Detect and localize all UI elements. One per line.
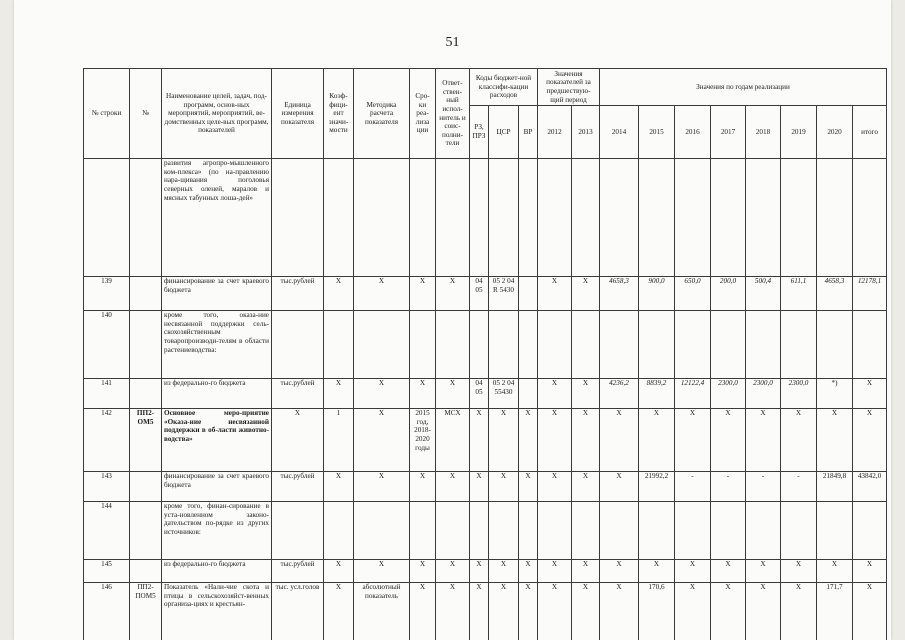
cell-2016: - [675,472,711,502]
cell-2019: Х [781,560,817,583]
cell-csr: 05 2 04 R 5430 [489,277,519,311]
cell-number [130,560,162,583]
cell-2013: Х [572,472,600,502]
cell-vr [519,502,538,560]
cell-method: Х [354,379,410,409]
cell-responsible [436,159,470,277]
cell-row-number [84,159,130,277]
cell-responsible: Х [436,583,470,640]
cell-2015: Х [639,560,675,583]
cell-2020 [817,502,853,560]
cell-number: ПП2-ОМ5 [130,409,162,472]
cell-2012: Х [538,560,572,583]
cell-coefficient: Х [324,583,354,640]
header-rz: РЗ, ПРЗ [470,106,489,159]
cell-total [853,502,887,560]
cell-vr [519,277,538,311]
cell-row-number: 140 [84,311,130,379]
cell-2012: Х [538,409,572,472]
cell-2017: 2300,0 [711,379,746,409]
cell-csr: Х [489,409,519,472]
cell-name: кроме того, оказа-ние несвязанной поддержки сель-скохозяйственным товаропроизводи-телям в области растениеводства: [162,311,272,379]
cell-2020: *) [817,379,853,409]
cell-unit [272,502,324,560]
cell-term: Х [410,583,436,640]
cell-2016: Х [675,409,711,472]
cell-2017: 200,0 [711,277,746,311]
cell-2015 [639,159,675,277]
cell-row-number: 142 [84,409,130,472]
cell-2017: Х [711,560,746,583]
cell-total: Х [853,379,887,409]
cell-row-number: 141 [84,379,130,409]
cell-term: Х [410,560,436,583]
cell-2015: 170,6 [639,583,675,640]
cell-2017 [711,159,746,277]
cell-2013: Х [572,409,600,472]
cell-rz: 04 05 [470,277,489,311]
cell-row-number: 143 [84,472,130,502]
cell-2015: 8839,2 [639,379,675,409]
cell-2013 [572,311,600,379]
cell-rz: Х [470,560,489,583]
cell-total [853,159,887,277]
cell-2015 [639,311,675,379]
header-year-2018: 2018 [746,106,781,159]
cell-rz [470,311,489,379]
cell-unit: тыс.рублей [272,560,324,583]
cell-responsible: МСХ [436,409,470,472]
cell-total: 43842,0 [853,472,887,502]
table-row [84,472,887,502]
cell-total: 12178,1 [853,277,887,311]
cell-unit: тыс. усл.голов [272,583,324,640]
cell-name: Основное меро-приятие «Оказа-ние несвязанной поддержки в об-ласти животно-водства» [162,409,272,472]
header-term: Сро-ки реа-лиза ции [410,69,436,159]
cell-method: Х [354,472,410,502]
cell-2012: Х [538,379,572,409]
cell-term [410,502,436,560]
cell-2013: Х [572,560,600,583]
cell-2020: 4658,3 [817,277,853,311]
cell-method: абсолютный показатель [354,583,410,640]
cell-2019: 2300,0 [781,379,817,409]
cell-name: финансирование за счет краевого бюджета [162,277,272,311]
cell-method: Х [354,277,410,311]
cell-2014: Х [600,472,639,502]
cell-coefficient: Х [324,560,354,583]
cell-term: Х [410,472,436,502]
table-row [84,277,887,311]
cell-2019: Х [781,583,817,640]
table-row [84,409,887,472]
cell-coefficient [324,159,354,277]
table-row [84,379,887,409]
cell-rz: 04 05 [470,379,489,409]
cell-2012: Х [538,583,572,640]
cell-2013: Х [572,379,600,409]
cell-2016 [675,311,711,379]
cell-2018: Х [746,560,781,583]
cell-name: из федерально-го бюджета [162,379,272,409]
cell-name: финансирование за счет краевого бюджета [162,472,272,502]
cell-method [354,502,410,560]
cell-row-number: 144 [84,502,130,560]
cell-2014 [600,311,639,379]
header-year-2016: 2016 [675,106,711,159]
cell-unit [272,311,324,379]
cell-number [130,277,162,311]
cell-2013: Х [572,583,600,640]
cell-2016 [675,502,711,560]
cell-2018: 2300,0 [746,379,781,409]
cell-unit: Х [272,409,324,472]
header-method: Методика расчета показателя [354,69,410,159]
cell-2012 [538,502,572,560]
cell-method: Х [354,409,410,472]
cell-2014 [600,159,639,277]
cell-coefficient: Х [324,472,354,502]
table-row [84,502,887,560]
cell-2015: 900,0 [639,277,675,311]
cell-term: Х [410,379,436,409]
cell-2013 [572,159,600,277]
cell-2016: Х [675,560,711,583]
cell-2019: 611,1 [781,277,817,311]
cell-2019 [781,311,817,379]
cell-term: 2015 год, 2018-2020 годы [410,409,436,472]
cell-csr: Х [489,472,519,502]
cell-rz: Х [470,583,489,640]
cell-csr [489,502,519,560]
table-row [84,583,887,640]
cell-2016: 650,0 [675,277,711,311]
cell-unit: тыс.рублей [272,379,324,409]
cell-total: Х [853,583,887,640]
cell-number [130,502,162,560]
cell-vr: Х [519,583,538,640]
cell-number [130,379,162,409]
cell-name: развития агропро-мышленного ком-плекса» (по на-правлению нара-щивания поголовья северных оленей, маралов и мясных табунных лоша-дей» [162,159,272,277]
cell-2019: - [781,472,817,502]
cell-total [853,311,887,379]
cell-responsible: Х [436,472,470,502]
table-row [84,311,887,379]
table-row [84,159,887,277]
header-row-number: № строки [84,69,130,159]
cell-responsible [436,502,470,560]
cell-vr: Х [519,409,538,472]
cell-rz [470,159,489,277]
cell-csr: 05 2 04 55430 [489,379,519,409]
header-year-2017: 2017 [711,106,746,159]
cell-vr [519,379,538,409]
cell-2015: 21992,2 [639,472,675,502]
header-coefficient: Коэф-фици-ент значи-мости [324,69,354,159]
cell-2012: Х [538,472,572,502]
table-row [84,560,887,583]
cell-2017: - [711,472,746,502]
cell-coefficient: Х [324,379,354,409]
cell-term [410,159,436,277]
cell-name: Показатель «Нали-чие скота и птицы в сельскохозяйст-венных организа-циях и крестьян- [162,583,272,640]
cell-vr [519,159,538,277]
cell-number [130,159,162,277]
cell-2018 [746,159,781,277]
cell-unit: тыс.рублей [272,277,324,311]
cell-total: Х [853,409,887,472]
header-csr: ЦСР [489,106,519,159]
cell-responsible: Х [436,379,470,409]
cell-2014: 4236,2 [600,379,639,409]
cell-coefficient: 1 [324,409,354,472]
cell-2014: 4658,3 [600,277,639,311]
cell-2018: - [746,472,781,502]
header-vr: ВР [519,106,538,159]
cell-2020: 171,7 [817,583,853,640]
header-budget-codes: Коды бюджет-ной классифи-кации расходов [470,69,538,106]
cell-method [354,159,410,277]
cell-2019 [781,159,817,277]
page-number: 51 [445,35,460,50]
cell-vr: Х [519,472,538,502]
cell-name: из федерально-го бюджета [162,560,272,583]
cell-2012 [538,311,572,379]
cell-coefficient: Х [324,277,354,311]
cell-2018: Х [746,583,781,640]
cell-unit [272,159,324,277]
cell-rz: Х [470,472,489,502]
cell-number: ПП2-ПОМ5 [130,583,162,640]
cell-2018 [746,311,781,379]
cell-number [130,311,162,379]
cell-2014: Х [600,409,639,472]
cell-responsible: Х [436,277,470,311]
cell-csr: Х [489,583,519,640]
cell-csr: Х [489,560,519,583]
cell-responsible: Х [436,560,470,583]
cell-number [130,472,162,502]
header-previous-period: Значения показателей за предшествую-щий период [538,69,600,106]
cell-method [354,311,410,379]
header-year-2015: 2015 [639,106,675,159]
cell-2017 [711,502,746,560]
header-year-2014: 2014 [600,106,639,159]
cell-2015: Х [639,409,675,472]
cell-row-number: 145 [84,560,130,583]
cell-2016 [675,159,711,277]
cell-term [410,311,436,379]
cell-2017: Х [711,583,746,640]
cell-vr: Х [519,560,538,583]
header-year-2019: 2019 [781,106,817,159]
cell-2018: Х [746,409,781,472]
cell-total: Х [853,560,887,583]
header-unit: Единица измерения показателя [272,69,324,159]
cell-2015 [639,502,675,560]
document-page [14,0,891,640]
cell-2016: 12122,4 [675,379,711,409]
header-year-2013: 2013 [572,106,600,159]
program-indicators-table [83,68,887,640]
cell-name: кроме того, финан-сирование в уста-новленном законо-дательством по-рядке из других источников: [162,502,272,560]
cell-2014: Х [600,583,639,640]
cell-csr [489,159,519,277]
header-responsible: Ответ-ствен-ный испол-нитель и соис-полни-тели [436,69,470,159]
cell-2018 [746,502,781,560]
cell-2013 [572,502,600,560]
cell-2012: Х [538,277,572,311]
cell-2020 [817,311,853,379]
cell-rz: Х [470,409,489,472]
cell-2014 [600,502,639,560]
cell-coefficient [324,311,354,379]
cell-2012 [538,159,572,277]
cell-row-number: 146 [84,583,130,640]
cell-row-number: 139 [84,277,130,311]
cell-2016: Х [675,583,711,640]
cell-2020: Х [817,409,853,472]
cell-2013: Х [572,277,600,311]
cell-vr [519,311,538,379]
cell-2020 [817,159,853,277]
cell-responsible [436,311,470,379]
cell-2017 [711,311,746,379]
cell-2018: 500,4 [746,277,781,311]
cell-method: Х [354,560,410,583]
cell-2020: Х [817,560,853,583]
cell-coefficient [324,502,354,560]
cell-unit: тыс.рублей [272,472,324,502]
cell-2014: Х [600,560,639,583]
header-years: Значения по годам реализации [600,69,887,106]
header-number: № [130,69,162,159]
cell-2019: Х [781,409,817,472]
cell-rz [470,502,489,560]
cell-2019 [781,502,817,560]
header-name: Наименование целей, задач, под-программ, основ-ных мероприятий, мероприятий, ве-домственных целе-вых программ, показателей [162,69,272,159]
header-year-2012: 2012 [538,106,572,159]
cell-2020: 21849,8 [817,472,853,502]
cell-2017: Х [711,409,746,472]
header-year-2020: 2020 [817,106,853,159]
cell-term: Х [410,277,436,311]
cell-csr [489,311,519,379]
header-total: итого [853,106,887,159]
